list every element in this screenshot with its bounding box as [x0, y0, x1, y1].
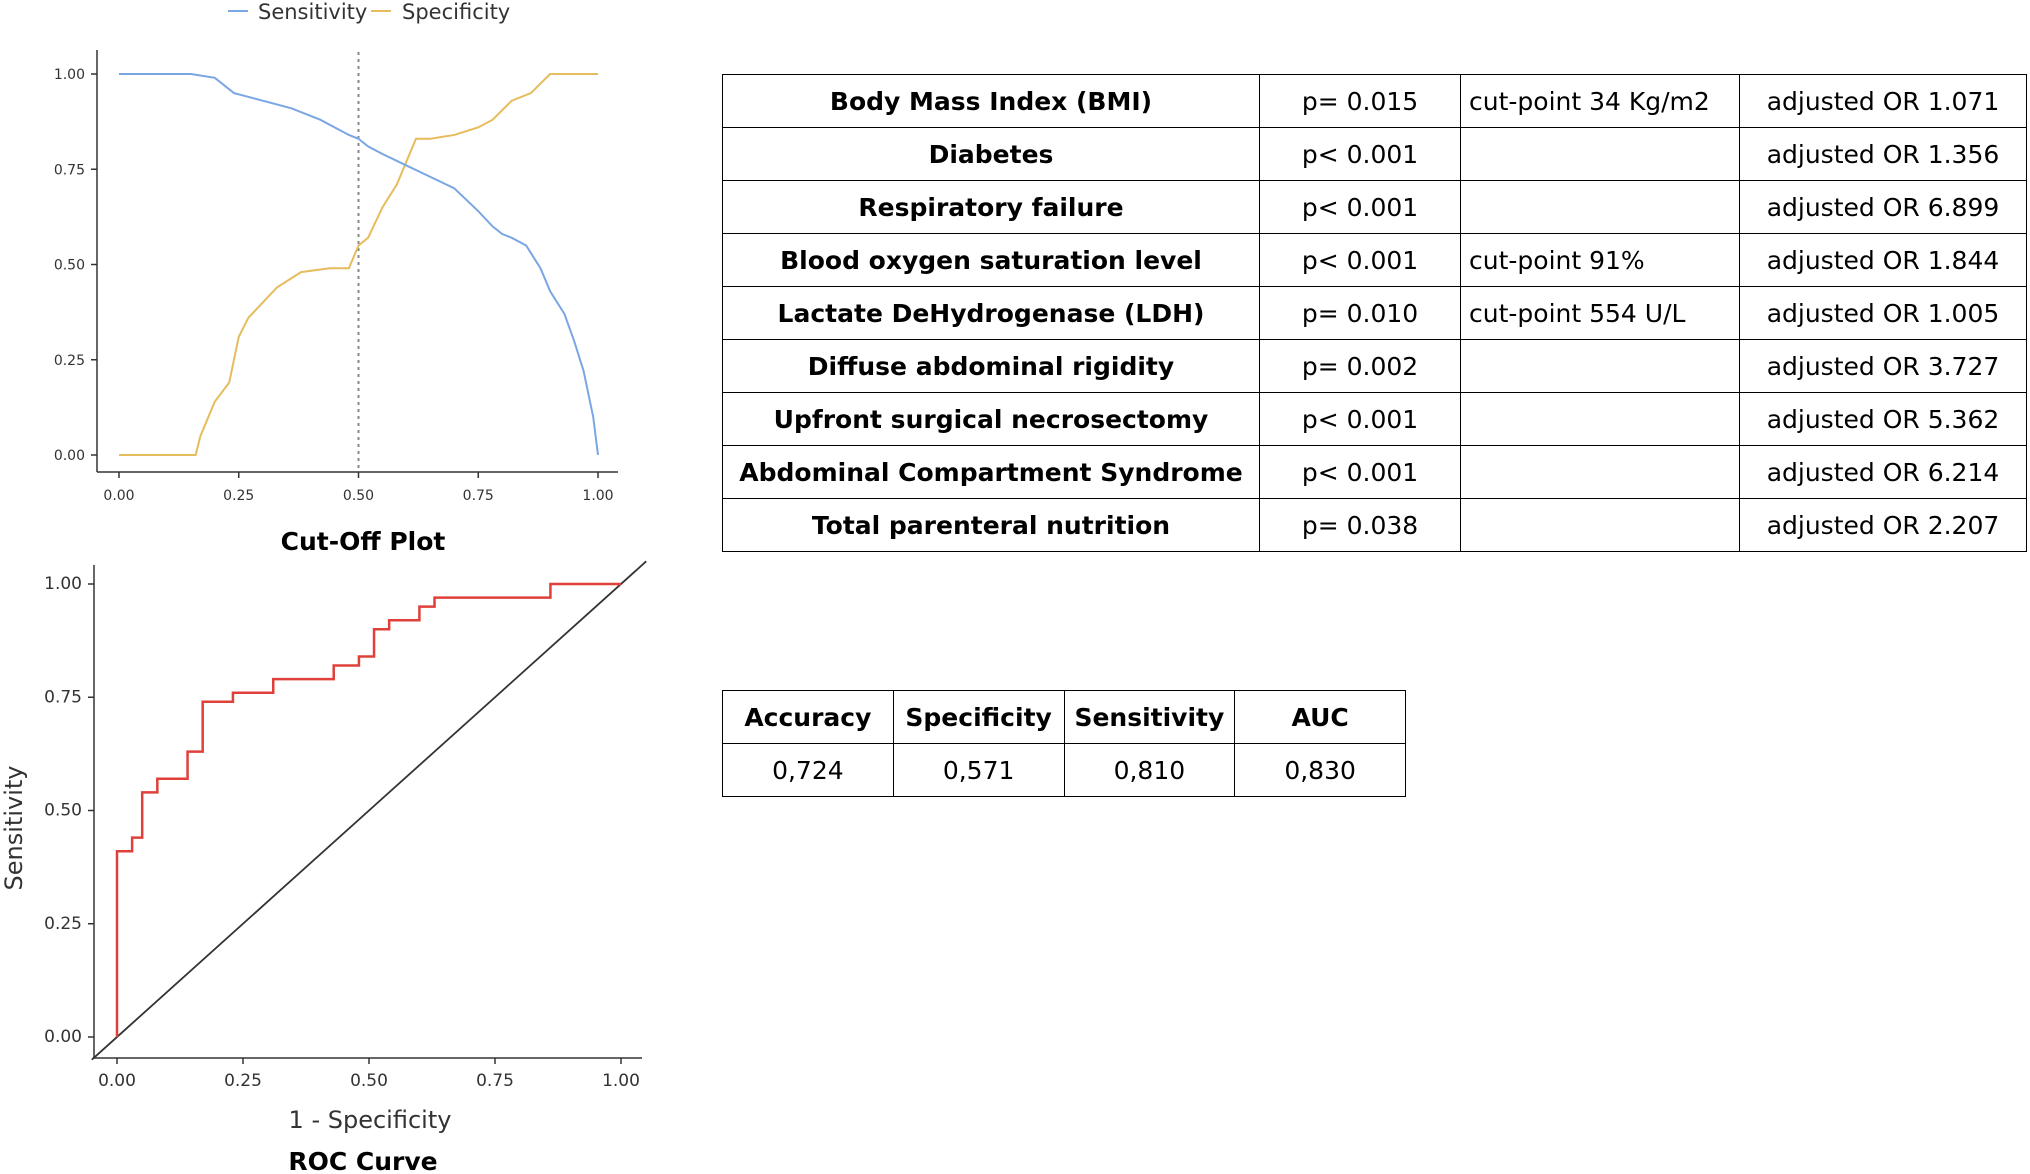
legend-specificity-label: Specificity — [402, 0, 511, 24]
cutoff-y-tick-label: 0.50 — [53, 257, 85, 274]
roc-x-tick-label: 0.00 — [98, 1071, 136, 1091]
metrics-value-auc: 0,830 — [1235, 744, 1406, 797]
adjusted-or-cell: adjusted OR 6.899 — [1740, 181, 2027, 234]
table-row — [723, 181, 2027, 234]
metrics-value-row — [723, 744, 1406, 797]
cutoff-x-tick-label: 0.25 — [223, 488, 255, 504]
cutoff-x-tick-label: 0.50 — [342, 488, 375, 504]
metrics-value-sensitivity: 0,810 — [1064, 744, 1235, 797]
table-row — [723, 393, 2027, 446]
roc-x-tick-label: 0.75 — [476, 1071, 514, 1091]
roc-y-axis-label: Sensitivity — [0, 765, 28, 891]
metrics-header-row — [723, 691, 1406, 744]
roc-x-tick-label: 0.25 — [224, 1071, 262, 1091]
cutoff-legend — [228, 0, 510, 24]
cut-point-cell — [1461, 181, 1740, 234]
cutoff-y-tick-label: 0.75 — [53, 162, 85, 179]
table-row — [723, 446, 2027, 499]
metrics-value-accuracy: 0,724 — [723, 744, 894, 797]
roc-y-tick-label: 1.00 — [44, 574, 82, 594]
factor-name-cell: Respiratory failure — [723, 181, 1260, 234]
risk-factors-table — [722, 74, 2027, 552]
cutoff-plot — [54, 50, 618, 556]
legend-sensitivity-label: Sensitivity — [258, 0, 368, 24]
cutoff-y-tick-label: 0.25 — [53, 352, 85, 369]
cutoff-y-tick-label: 0.00 — [53, 448, 85, 464]
roc-x-tick-label: 0.50 — [350, 1071, 388, 1091]
roc-reference-diagonal — [92, 561, 646, 1059]
adjusted-or-cell: adjusted OR 5.362 — [1740, 393, 2027, 446]
metrics-header-accuracy: Accuracy — [723, 691, 894, 744]
p-value-cell: p< 0.001 — [1260, 128, 1461, 181]
table-row — [723, 234, 2027, 287]
cutoff-y-tick-label: 1.00 — [53, 67, 85, 83]
table-row — [723, 340, 2027, 393]
factor-name-cell: Upfront surgical necrosectomy — [723, 393, 1260, 446]
factor-name-cell: Diabetes — [723, 128, 1260, 181]
p-value-cell: p< 0.001 — [1260, 446, 1461, 499]
roc-plot — [0, 561, 646, 1174]
table-row — [723, 287, 2027, 340]
p-value-cell: p= 0.038 — [1260, 499, 1461, 552]
charts-area — [0, 0, 720, 1174]
roc-y-tick-label: 0.75 — [44, 687, 82, 708]
p-value-cell: p< 0.001 — [1260, 234, 1461, 287]
roc-x-tick-label: 1.00 — [602, 1071, 640, 1091]
cut-point-cell: cut-point 34 Kg/m2 — [1461, 75, 1740, 128]
adjusted-or-cell: adjusted OR 1.071 — [1740, 75, 2027, 128]
p-value-cell: p= 0.002 — [1260, 340, 1461, 393]
factor-name-cell: Total parenteral nutrition — [723, 499, 1260, 552]
cut-point-cell — [1461, 340, 1740, 393]
adjusted-or-cell: adjusted OR 3.727 — [1740, 340, 2027, 393]
roc-y-tick-label: 0.25 — [44, 913, 82, 934]
adjusted-or-cell: adjusted OR 2.207 — [1740, 499, 2027, 552]
roc-y-tick-label: 0.50 — [44, 800, 82, 821]
p-value-cell: p< 0.001 — [1260, 181, 1461, 234]
factor-name-cell: Lactate DeHydrogenase (LDH) — [723, 287, 1260, 340]
roc-y-tick-label: 0.00 — [44, 1027, 82, 1047]
cut-point-cell — [1461, 128, 1740, 181]
metrics-header-sensitivity: Sensitivity — [1064, 691, 1235, 744]
roc-x-axis-label: 1 - Specificity — [288, 1106, 452, 1134]
table-row — [723, 75, 2027, 128]
table-row — [723, 128, 2027, 181]
cut-point-cell — [1461, 393, 1740, 446]
adjusted-or-cell: adjusted OR 6.214 — [1740, 446, 2027, 499]
cutoff-x-tick-label: 0.75 — [462, 488, 494, 504]
factor-name-cell: Abdominal Compartment Syndrome — [723, 446, 1260, 499]
factor-name-cell: Blood oxygen saturation level — [723, 234, 1260, 287]
cut-point-cell: cut-point 91% — [1461, 234, 1740, 287]
metrics-value-specificity: 0,571 — [893, 744, 1064, 797]
cutoff-x-tick-label: 0.00 — [103, 488, 135, 504]
table-row — [723, 499, 2027, 552]
p-value-cell: p= 0.010 — [1260, 287, 1461, 340]
p-value-cell: p= 0.015 — [1260, 75, 1461, 128]
adjusted-or-cell: adjusted OR 1.844 — [1740, 234, 2027, 287]
cutoff-x-tick-label: 1.00 — [582, 488, 614, 504]
cut-point-cell: cut-point 554 U/L — [1461, 287, 1740, 340]
model-metrics-table — [722, 690, 1406, 797]
cut-point-cell — [1461, 446, 1740, 499]
cut-point-cell — [1461, 499, 1740, 552]
metrics-header-specificity: Specificity — [893, 691, 1064, 744]
factor-name-cell: Body Mass Index (BMI) — [723, 75, 1260, 128]
factor-name-cell: Diffuse abdominal rigidity — [723, 340, 1260, 393]
p-value-cell: p< 0.001 — [1260, 393, 1461, 446]
roc-plot-title: ROC Curve — [288, 1147, 438, 1174]
adjusted-or-cell: adjusted OR 1.356 — [1740, 128, 2027, 181]
metrics-header-auc: AUC — [1235, 691, 1406, 744]
cutoff-plot-title: Cut-Off Plot — [280, 527, 446, 556]
adjusted-or-cell: adjusted OR 1.005 — [1740, 287, 2027, 340]
